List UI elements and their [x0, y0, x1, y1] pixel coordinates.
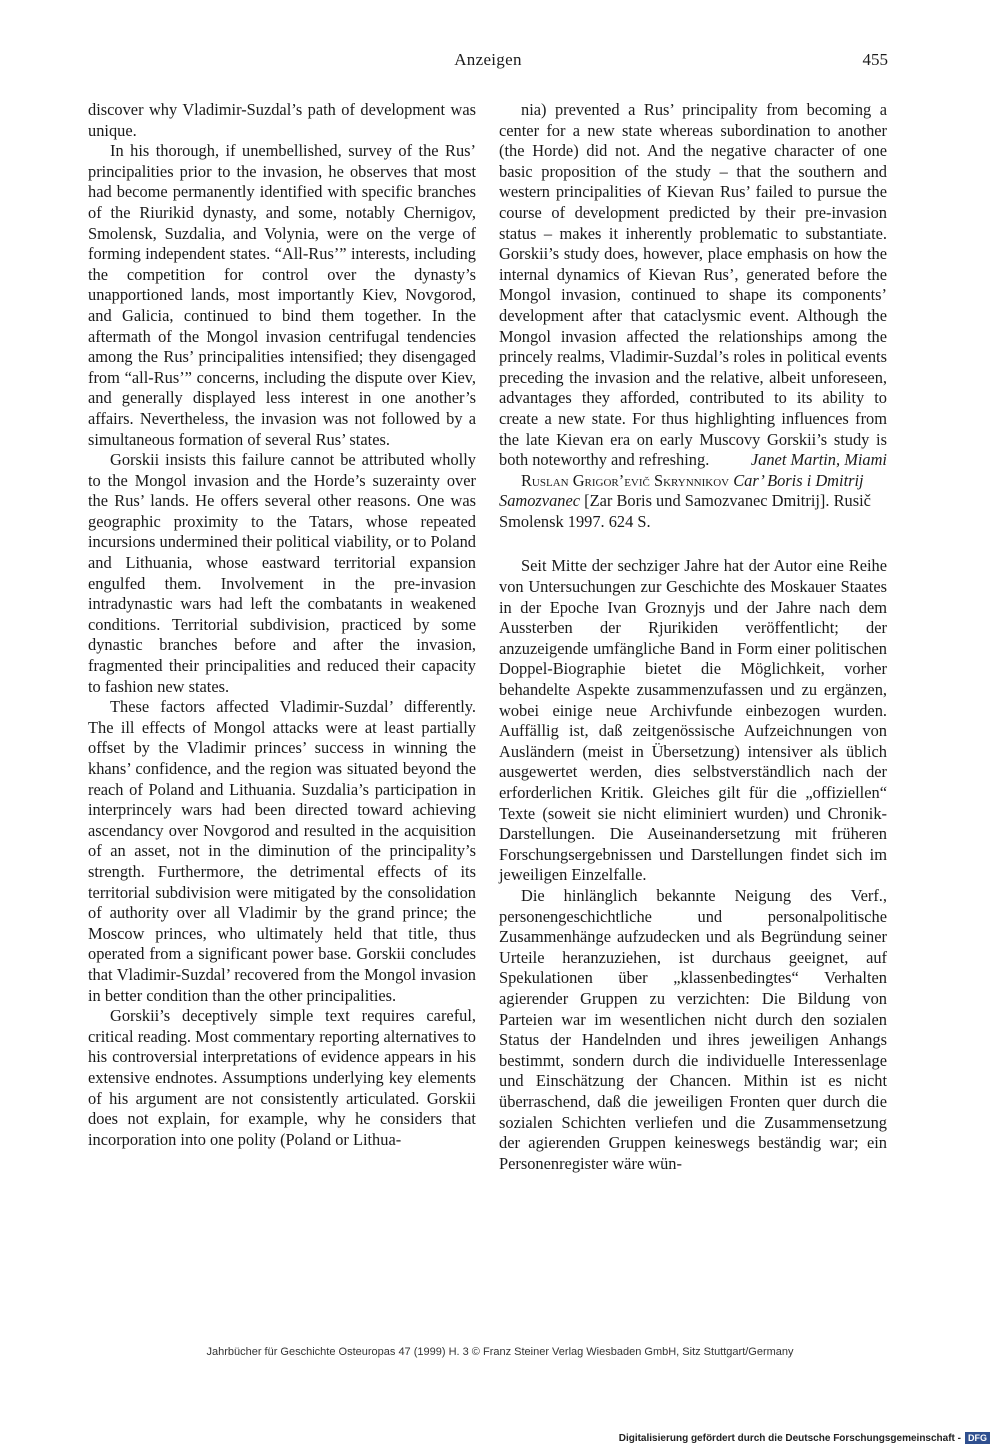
running-header-title: Anzeigen: [454, 50, 522, 69]
review-closing-text: nia) prevented a Rus’ principality from becoming a center for a new state whereas subordination to another (the Horde) did not. And the negative character of one basic proposition of the study – that the southern and western principalities of Kievan Rus’ failed to pursue the course of development predicted by their pre-invasion status – makes it inherently problematic to substantiate. Gorskii’s study does, however, place emphasis on how the internal dynamics of Kievan Rus’, generated before the Mongol invasion, continued to shape its components’ development after that cataclysmic event. Although the Mongol invasion affected the relationships among the princely realms, Vladimir-Suzdal’s roles in political events preceding the invasion and the relative, albeit unforeseen, advantages they afforded, contributed to its ability to create a new state. For thus highlighting influences from the late Kievan era on early Muscovy Gorskii’s study is both noteworthy and refreshing.: [499, 100, 887, 470]
reviewer-signature: Janet Martin, Miami: [750, 450, 887, 470]
review-closing-paragraph: [499, 100, 887, 471]
digitization-note: [619, 1432, 990, 1444]
paragraph: Gorskii’s deceptively simple text requires careful, critical reading. Most commentary reporting alternatives to his controversial interpretations of evidence appears in his extensive endnotes. Assumptions underlying key elements of his argument are not consistently articulated. Gorskii does not explain, for example, why he considers that incorporation into one polity (Poland or Lithua-: [88, 1006, 476, 1149]
page-header: [88, 50, 888, 76]
review-body: [499, 556, 887, 1174]
review-heading: [499, 471, 887, 533]
book-citation: [Zar Boris und Samozvanec Dmitrij]. Rusič Smolensk 1997. 624 S.: [499, 491, 871, 531]
page-footer: Jahrbücher für Geschichte Osteuropas 47 (1999) H. 3 © Franz Steiner Verlag Wiesbaden GmbH, Sitz Stuttgart/Germany: [206, 1346, 794, 1358]
book-title: Car’ Boris i Dmitrij Samozvanec: [499, 470, 864, 511]
right-column: [499, 100, 887, 1174]
page-number: 455: [862, 50, 888, 69]
left-column: [88, 100, 476, 1150]
dfg-logo: DFG: [965, 1432, 990, 1444]
paragraph: Gorskii insists this failure cannot be attributed wholly to the Mongol invasion and the Horde’s suzerainty over the Rus’ lands. He offers several other reasons. One was geographic proximity to the Tatars, whose repeated incursions undermined their political viability, or to Poland and Lithuania, whose eastward territorial expansion engulfed them. Involvement in the pre-invasion intradynastic wars had left the combatants in weakened conditions. Territorial subdivision, practiced by some dynastic branches before and after the invasion, fragmented their principalities and reduced their capacity to fashion new states.: [88, 450, 476, 696]
paragraph: Seit Mitte der sechziger Jahre hat der Autor eine Reihe von Untersuchungen zur Geschichte des Moskauer Staates in der Epoche Ivan Groznyjs und der Jahre nach dem Aussterben der Rjurikiden veröffentlicht; der anzuzeigende umfängliche Band in Form einer politischen Doppel-Biographie bietet die Möglichkeit, vorher behandelte Aspekte zusammenzufassen und zu ergänzen, wobei einige neue Archivfunde einbezogen wurden. Auffällig ist, daß zeitgenössische Aufzeichnungen von Ausländern (meist in Übersetzung) intensiver als üblich ausgewertet werden, dies selbstverständlich nach der erforderlichen Kritik. Gleiches gilt für die „offiziellen“ Texte (soweit sie nicht eliminiert wurden) und Chronik-Darstellungen. Die Auseinandersetzung mit früheren Forschungsergebnissen und Darstellungen findet sich im jeweiligen Einzelfalle.: [499, 556, 887, 885]
paragraph: In his thorough, if unembellished, survey of the Rus’ principalities prior to the invasion, he observes that most had become permanently identified with specific branches of the Riurikid dynasty, and some, notably Chernigov, Smolensk, Suzdalia, and Volynia, were on the verge of forming independent states. “All-Rus’” interests, including the competition for control over the dynasty’s unapportioned lands, most importantly Kiev, Novgorod, and Galicia, continued to bind them together. In the aftermath of the Mongol invasion centrifugal tendencies among the Rus’ principalities intensified; they disengaged from “all-Rus’” concerns, including the dispute over Kiev, and generally displayed less interest in one another’s affairs. Nevertheless, the invasion was not followed by a simultaneous formation of several Rus’ states.: [88, 141, 476, 449]
digitization-text: Digitalisierung gefördert durch die Deutsche Forschungsgemeinschaft -: [618, 1432, 961, 1444]
paragraph: Die hinlänglich bekannte Neigung des Verf., personengeschichtliche und personalpolitische Zusammenhänge aufzudecken und als Begründung seiner Urteile heranzuziehen, ist durchaus geeignet, auf Spekulationen über „klassenbedingtes“ Verhalten agierender Gruppen zu verzichten: Die Bildung von Parteien war im wesentlichen nicht durch den sozialen Status der Handelnden und ihres jeweiligen Anhangs bestimmt, sondern durch die individuelle Interessenlage und Einschätzung der Chancen. Mithin ist es nicht überraschend, daß die jeweiligen Fronten quer durch die sozialen Schichten verliefen und die Zusammensetzung der agierenden Gruppen keineswegs beständig war; ein Personenregister wäre wün-: [499, 885, 887, 1173]
paragraph: These factors affected Vladimir-Suzdal’ differently. The ill effects of Mongol attacks were at least partially offset by the Vladimir princes’ success in winning the khans’ confidence, and the region was situated beyond the reach of Poland and Lithuania. Suzdalia’s participation in interprincely wars had been directed toward achieving ascendancy over Novgorod and resulted in the acquisition of an asset, not in the diminution of the principality’s strength. Furthermore, the detrimental effects of its territorial subdivision were mitigated by the consolidation of authority over all Vladimir by the grand prince; the Moscow princes, who ultimately held that title, thus operated from a significant power base. Gorskii concludes that Vladimir-Suzdal’ recovered from the Mongol invasion in better condition than the other principalities.: [88, 697, 476, 1005]
book-author: Ruslan Grigor’evič Skrynnikov: [521, 470, 730, 490]
paragraph: discover why Vladimir-Suzdal’s path of development was unique.: [88, 100, 476, 140]
